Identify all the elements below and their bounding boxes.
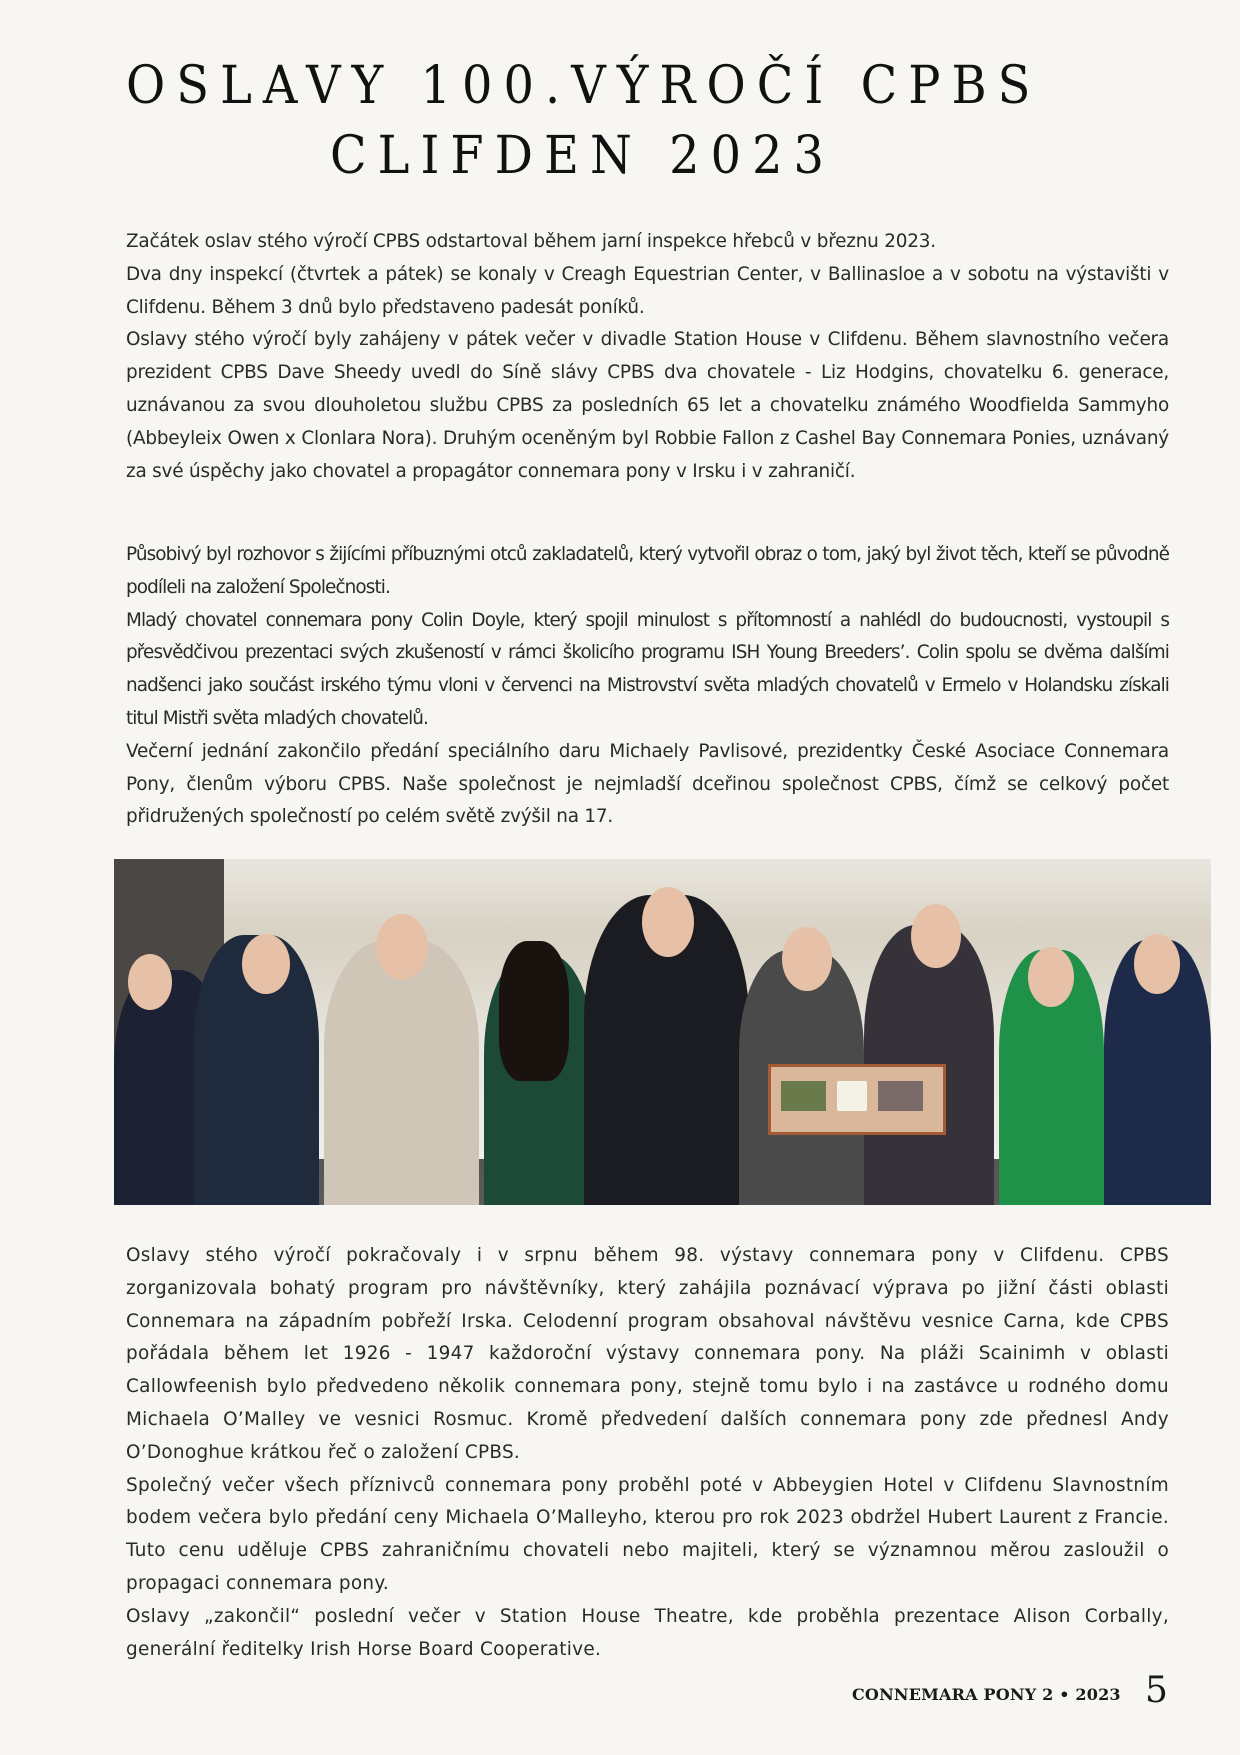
person-3-head <box>376 914 428 980</box>
frame-photo-right <box>878 1081 923 1111</box>
paragraph: Oslavy stého výročí pokračovaly i v srpnu během 98. výstavy connemara pony v Clifdenu. CPBS zorganizovala bohatý program pro návštěvníky, který zahájila poznávací výprava po jižní části oblasti Connemara na západním pobřeží Irska. Celodenní program obsahoval návštěvu vesnice Carna, kde CPBS pořádala během let 1926 - 1947 každoroční výstavy connemara pony. Na pláži Scainimh v oblasti Callowfeenish bylo předvedeno několik connemara pony, stejně tomu bylo i na zastávce u rodného domu Michaela O’Malley ve vesnici Rosmuc. Kromě předvedení dalších connemara pony zde přednesl Andy O’Donoghue krátkou řeč o založení CPBS. <box>126 1245 1169 1463</box>
paragraph: Dva dny inspekcí (čtvrtek a pátek) se konaly v Creagh Equestrian Center, v Ballinasloe a v sobotu na výstavišti v Clifdenu. Během 3 dnů bylo představeno padesát poníků. <box>126 263 1169 318</box>
page-number: 5 <box>1145 1670 1168 1711</box>
paragraph: Mladý chovatel connemara pony Colin Doyle, který spojil minulost s přítomností a nahlédl do budoucnosti, vystoupil s přesvědčivou prezentaci svých zkušeností v rámci školicího programu ISH Young Breeders’. Colin spolu se dvěma dalšími nadšenci jako součást irského týmu vloni v červenci na Mistrovství světa mladých chovatelů v Ermelo v Holandsku získali titul Mistři světa mladých chovatelů. <box>126 609 1169 729</box>
frame-logo <box>837 1081 867 1111</box>
paragraph: Večerní jednání zakončilo předání speciálního daru Michaely Pavlisové, prezidentky České Asociace Connemara Pony, členům výboru CPBS. Naše společnost je nejmladší dceřinou společnost CPBS, čímž se celkový počet přidružených společností po celém světě zvýšil na 17. <box>126 740 1169 828</box>
person-8-head <box>1028 947 1074 1007</box>
group-photo <box>114 859 1211 1205</box>
person-1-head <box>128 954 172 1010</box>
article-section-3 <box>126 1240 1169 1666</box>
person-7-head <box>911 904 961 968</box>
article-section-2 <box>126 539 1169 834</box>
paragraph: Oslavy „zakončil“ poslední večer v Station House Theatre, kde proběhla prezentace Alison Corbally, generální ředitelky Irish Horse Board Cooperative. <box>126 1605 1169 1660</box>
page-title-line-1: OSLAVY 100.VÝROČÍ CPBS <box>126 56 1042 116</box>
person-5-head <box>642 887 694 957</box>
paragraph: Společný večer všech příznivců connemara pony proběhl poté v Abbeygien Hotel v Clifdenu Slavnostním bodem večera bylo předání ceny Michaela O’Malleyho, kterou pro rok 2023 obdržel Hubert Laurent z Francie. Tuto cenu uděluje CPBS zahraničnímu chovateli nebo majiteli, který se významnou měrou zasloužil o propagaci connemara pony. <box>126 1474 1169 1594</box>
person-9-head <box>1134 934 1180 994</box>
person-4-hair <box>499 941 569 1081</box>
paragraph: Působivý byl rozhovor s žijícími příbuznými otců zakladatelů, který vytvořil obraz o tom, jaký byl život těch, kteří se původně podíleli na založení Společnosti. <box>126 544 1169 598</box>
publication-footer: CONNEMARA PONY 2 • 2023 <box>852 1685 1121 1704</box>
article-section-1 <box>126 226 1169 488</box>
framed-gift <box>768 1064 946 1135</box>
page-title-line-2: CLIFDEN 2023 <box>330 126 836 186</box>
frame-photo-left <box>781 1081 826 1111</box>
paragraph: Začátek oslav stého výročí CPBS odstartoval během jarní inspekce hřebců v březnu 2023. <box>126 231 936 252</box>
person-2-head <box>242 934 290 994</box>
person-6-head <box>782 927 832 991</box>
paragraph: Oslavy stého výročí byly zahájeny v pátek večer v divadle Station House v Clifdenu. Během slavnostního večera prezident CPBS Dave Sheedy uvedl do Síně slávy CPBS dva chovatele - Liz Hodgins, chovatelku 6. generace, uznávanou za svou dlouholetou službu CPBS za posledních 65 let a chovatelku známého Woodfielda Sammyho (Abbeyleix Owen x Clonlara Nora). Druhým oceněným byl Robbie Fallon z Cashel Bay Connemara Ponies, uznávaný za své úspěchy jako chovatel a propagátor connemara pony v Irsku i v zahraničí. <box>126 329 1169 482</box>
